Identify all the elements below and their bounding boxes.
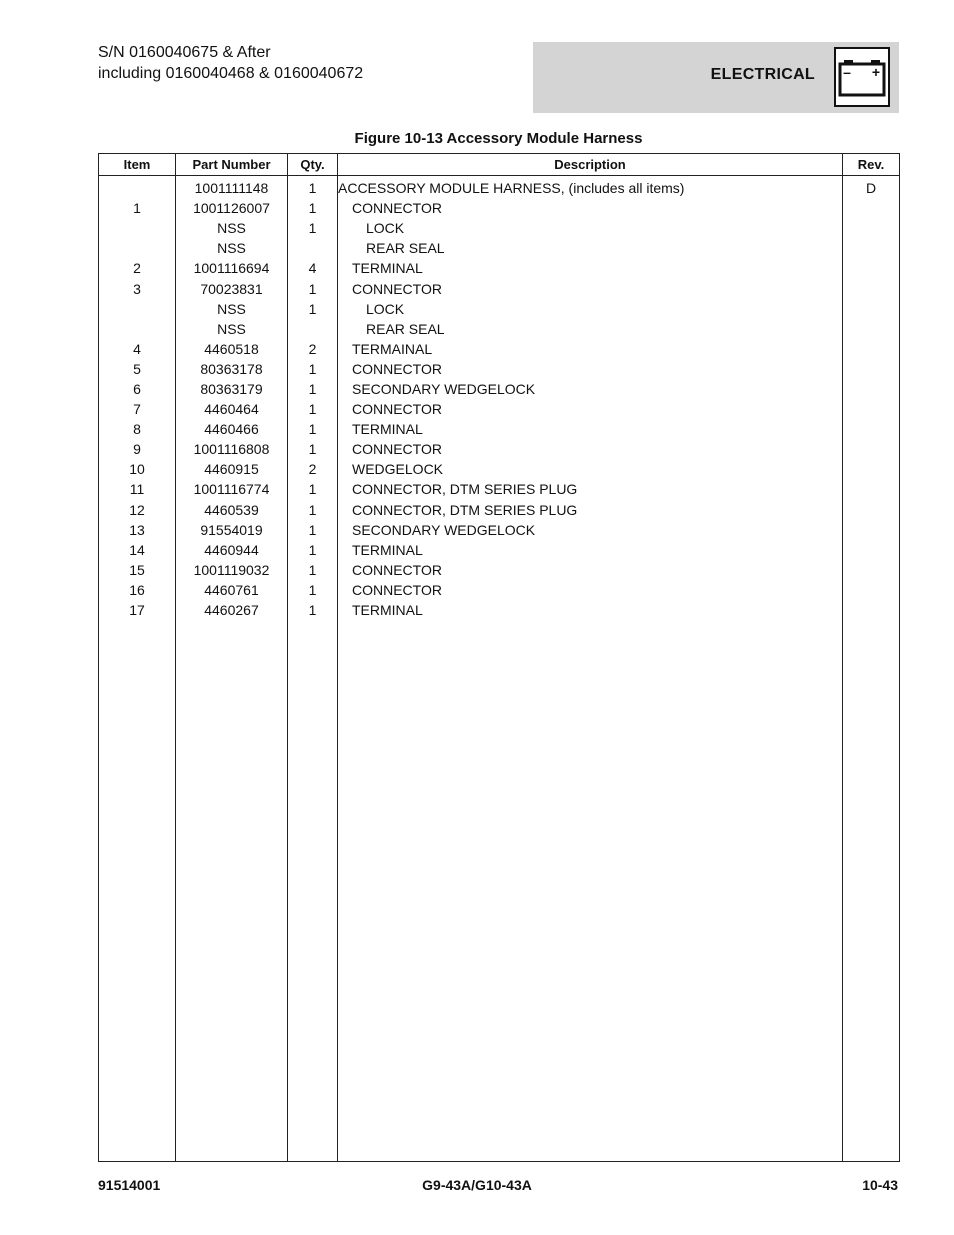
section-title: ELECTRICAL <box>710 66 815 83</box>
item-cell: 8 <box>99 419 176 439</box>
description-text: CONNECTOR <box>352 360 442 377</box>
description-text: CONNECTOR <box>352 401 442 418</box>
table-row <box>99 218 900 238</box>
rev-cell <box>843 198 900 218</box>
part-number-cell: NSS <box>176 299 288 319</box>
table-row <box>99 580 900 600</box>
description-text: CONNECTOR, DTM SERIES PLUG <box>352 481 578 498</box>
item-cell: 3 <box>99 278 176 298</box>
qty-cell: 2 <box>288 459 338 479</box>
rev-cell <box>843 339 900 359</box>
table-row <box>99 339 900 359</box>
description-cell <box>338 419 843 439</box>
table-row <box>99 238 900 258</box>
part-number-cell: NSS <box>176 319 288 339</box>
qty-cell: 1 <box>288 218 338 238</box>
part-number-cell: 80363178 <box>176 359 288 379</box>
empty-cell <box>99 620 176 1161</box>
description-text: LOCK <box>366 300 405 317</box>
part-number-cell: 1001116694 <box>176 258 288 278</box>
description-cell <box>338 479 843 499</box>
part-number-cell: 4460267 <box>176 600 288 620</box>
rev-cell <box>843 218 900 238</box>
qty-cell: 1 <box>288 399 338 419</box>
rev-cell <box>843 560 900 580</box>
qty-cell: 1 <box>288 198 338 218</box>
description-cell <box>338 238 843 258</box>
battery-plus-sign: + <box>871 64 881 80</box>
qty-cell: 1 <box>288 176 338 199</box>
rev-cell <box>843 399 900 419</box>
table-row <box>99 319 900 339</box>
description-cell <box>338 600 843 620</box>
rev-cell <box>843 278 900 298</box>
part-number-cell: 1001126007 <box>176 198 288 218</box>
rev-cell <box>843 238 900 258</box>
table-row <box>99 419 900 439</box>
table-row <box>99 500 900 520</box>
rev-cell <box>843 319 900 339</box>
part-number-cell: 4460915 <box>176 459 288 479</box>
serial-line-2: including 0160040468 & 0160040672 <box>98 65 364 82</box>
figure-title: Figure 10-13 Accessory Module Harness <box>354 130 643 147</box>
item-cell: 6 <box>99 379 176 399</box>
description-text: CONNECTOR <box>352 200 442 217</box>
qty-cell: 1 <box>288 419 338 439</box>
description-cell <box>338 379 843 399</box>
part-number-cell: 4460539 <box>176 500 288 520</box>
item-cell: 9 <box>99 439 176 459</box>
part-number-cell: NSS <box>176 238 288 258</box>
description-cell <box>338 580 843 600</box>
item-cell: 7 <box>99 399 176 419</box>
qty-cell: 1 <box>288 580 338 600</box>
description-cell <box>338 459 843 479</box>
item-cell: 11 <box>99 479 176 499</box>
part-number-cell: NSS <box>176 218 288 238</box>
description-cell <box>338 218 843 238</box>
description-text: TERMINAL <box>352 260 423 277</box>
item-cell: 16 <box>99 580 176 600</box>
empty-cell <box>338 620 843 1161</box>
description-text: CONNECTOR, DTM SERIES PLUG <box>352 501 578 518</box>
description-text: TERMAINAL <box>352 340 433 357</box>
item-cell: 12 <box>99 500 176 520</box>
rev-cell <box>843 379 900 399</box>
item-cell <box>99 176 176 199</box>
description-cell <box>338 278 843 298</box>
description-cell <box>338 500 843 520</box>
item-cell: 2 <box>99 258 176 278</box>
qty-cell: 1 <box>288 439 338 459</box>
item-cell: 14 <box>99 540 176 560</box>
rev-cell <box>843 580 900 600</box>
part-number-cell: 4460761 <box>176 580 288 600</box>
description-text: WEDGELOCK <box>352 461 444 478</box>
description-text: LOCK <box>366 220 405 237</box>
footer-part-number: 91514001 <box>98 1177 161 1193</box>
rev-cell <box>843 600 900 620</box>
rev-cell <box>843 258 900 278</box>
column-header-rev: Rev. <box>843 154 900 176</box>
description-cell <box>338 319 843 339</box>
rev-cell <box>843 540 900 560</box>
part-number-cell: 4460518 <box>176 339 288 359</box>
description-cell <box>338 399 843 419</box>
description-cell <box>338 560 843 580</box>
description-cell <box>338 359 843 379</box>
description-text: SECONDARY WEDGELOCK <box>352 521 536 538</box>
qty-cell: 1 <box>288 379 338 399</box>
qty-cell: 1 <box>288 479 338 499</box>
empty-cell <box>288 620 338 1161</box>
part-number-cell: 1001116774 <box>176 479 288 499</box>
parts-table <box>98 153 900 1162</box>
table-row <box>99 540 900 560</box>
qty-cell <box>288 319 338 339</box>
item-cell: 1 <box>99 198 176 218</box>
part-number-cell: 4460464 <box>176 399 288 419</box>
description-text: TERMINAL <box>352 602 423 619</box>
rev-cell <box>843 299 900 319</box>
item-cell: 17 <box>99 600 176 620</box>
description-text: CONNECTOR <box>352 280 442 297</box>
table-row <box>99 459 900 479</box>
rev-cell <box>843 500 900 520</box>
description-text: CONNECTOR <box>352 441 442 458</box>
rev-cell <box>843 479 900 499</box>
part-number-cell: 4460944 <box>176 540 288 560</box>
item-cell <box>99 299 176 319</box>
qty-cell: 1 <box>288 520 338 540</box>
column-header-item: Item <box>99 154 176 176</box>
table-row <box>99 359 900 379</box>
qty-cell: 1 <box>288 540 338 560</box>
table-row <box>99 399 900 419</box>
qty-cell: 1 <box>288 359 338 379</box>
empty-cell <box>843 620 900 1161</box>
item-cell: 10 <box>99 459 176 479</box>
table-row <box>99 600 900 620</box>
description-cell <box>338 339 843 359</box>
table-filler-row <box>99 620 900 1161</box>
rev-cell: D <box>843 176 900 199</box>
description-text: REAR SEAL <box>366 320 445 337</box>
description-text: REAR SEAL <box>366 240 445 257</box>
table-row <box>99 379 900 399</box>
part-number-cell: 1001116808 <box>176 439 288 459</box>
part-number-cell: 91554019 <box>176 520 288 540</box>
footer-page-number: 10-43 <box>862 1177 898 1193</box>
table-row <box>99 176 900 199</box>
qty-cell <box>288 238 338 258</box>
empty-cell <box>176 620 288 1161</box>
description-cell <box>338 258 843 278</box>
part-number-cell: 1001111148 <box>176 176 288 199</box>
item-cell <box>99 319 176 339</box>
qty-cell: 1 <box>288 278 338 298</box>
description-text: TERMINAL <box>352 541 423 558</box>
description-cell <box>338 520 843 540</box>
item-cell <box>99 238 176 258</box>
description-cell <box>338 176 843 199</box>
rev-cell <box>843 359 900 379</box>
item-cell: 5 <box>99 359 176 379</box>
qty-cell: 1 <box>288 500 338 520</box>
rev-cell <box>843 419 900 439</box>
description-cell <box>338 299 843 319</box>
part-number-cell: 4460466 <box>176 419 288 439</box>
part-number-cell: 80363179 <box>176 379 288 399</box>
description-text: CONNECTOR <box>352 561 442 578</box>
description-text: TERMINAL <box>352 421 423 438</box>
table-row <box>99 278 900 298</box>
section-header <box>533 42 899 113</box>
serial-number-note <box>98 42 363 84</box>
qty-cell: 1 <box>288 600 338 620</box>
item-cell: 13 <box>99 520 176 540</box>
description-cell <box>338 198 843 218</box>
description-text: CONNECTOR <box>352 581 442 598</box>
description-cell <box>338 540 843 560</box>
rev-cell <box>843 439 900 459</box>
qty-cell: 2 <box>288 339 338 359</box>
table-header-row <box>99 154 900 176</box>
item-cell: 4 <box>99 339 176 359</box>
table-row <box>99 299 900 319</box>
footer-model: G9-43A/G10-43A <box>422 1177 532 1193</box>
qty-cell: 1 <box>288 560 338 580</box>
table-row <box>99 479 900 499</box>
part-number-cell: 1001119032 <box>176 560 288 580</box>
item-cell <box>99 218 176 238</box>
battery-minus-sign: – <box>843 64 851 80</box>
serial-line-1: S/N 0160040675 & After <box>98 44 271 61</box>
table-row <box>99 439 900 459</box>
column-header-part-number: Part Number <box>176 154 288 176</box>
rev-cell <box>843 520 900 540</box>
qty-cell: 1 <box>288 299 338 319</box>
description-text: ACCESSORY MODULE HARNESS, (includes all items) <box>338 180 685 197</box>
battery-icon <box>834 47 890 107</box>
table-row <box>99 258 900 278</box>
qty-cell: 4 <box>288 258 338 278</box>
part-number-cell: 70023831 <box>176 278 288 298</box>
table-row <box>99 560 900 580</box>
item-cell: 15 <box>99 560 176 580</box>
description-cell <box>338 439 843 459</box>
rev-cell <box>843 459 900 479</box>
table-row <box>99 520 900 540</box>
column-header-qty: Qty. <box>288 154 338 176</box>
description-text: SECONDARY WEDGELOCK <box>352 380 536 397</box>
column-header-description: Description <box>338 154 843 176</box>
table-row <box>99 198 900 218</box>
